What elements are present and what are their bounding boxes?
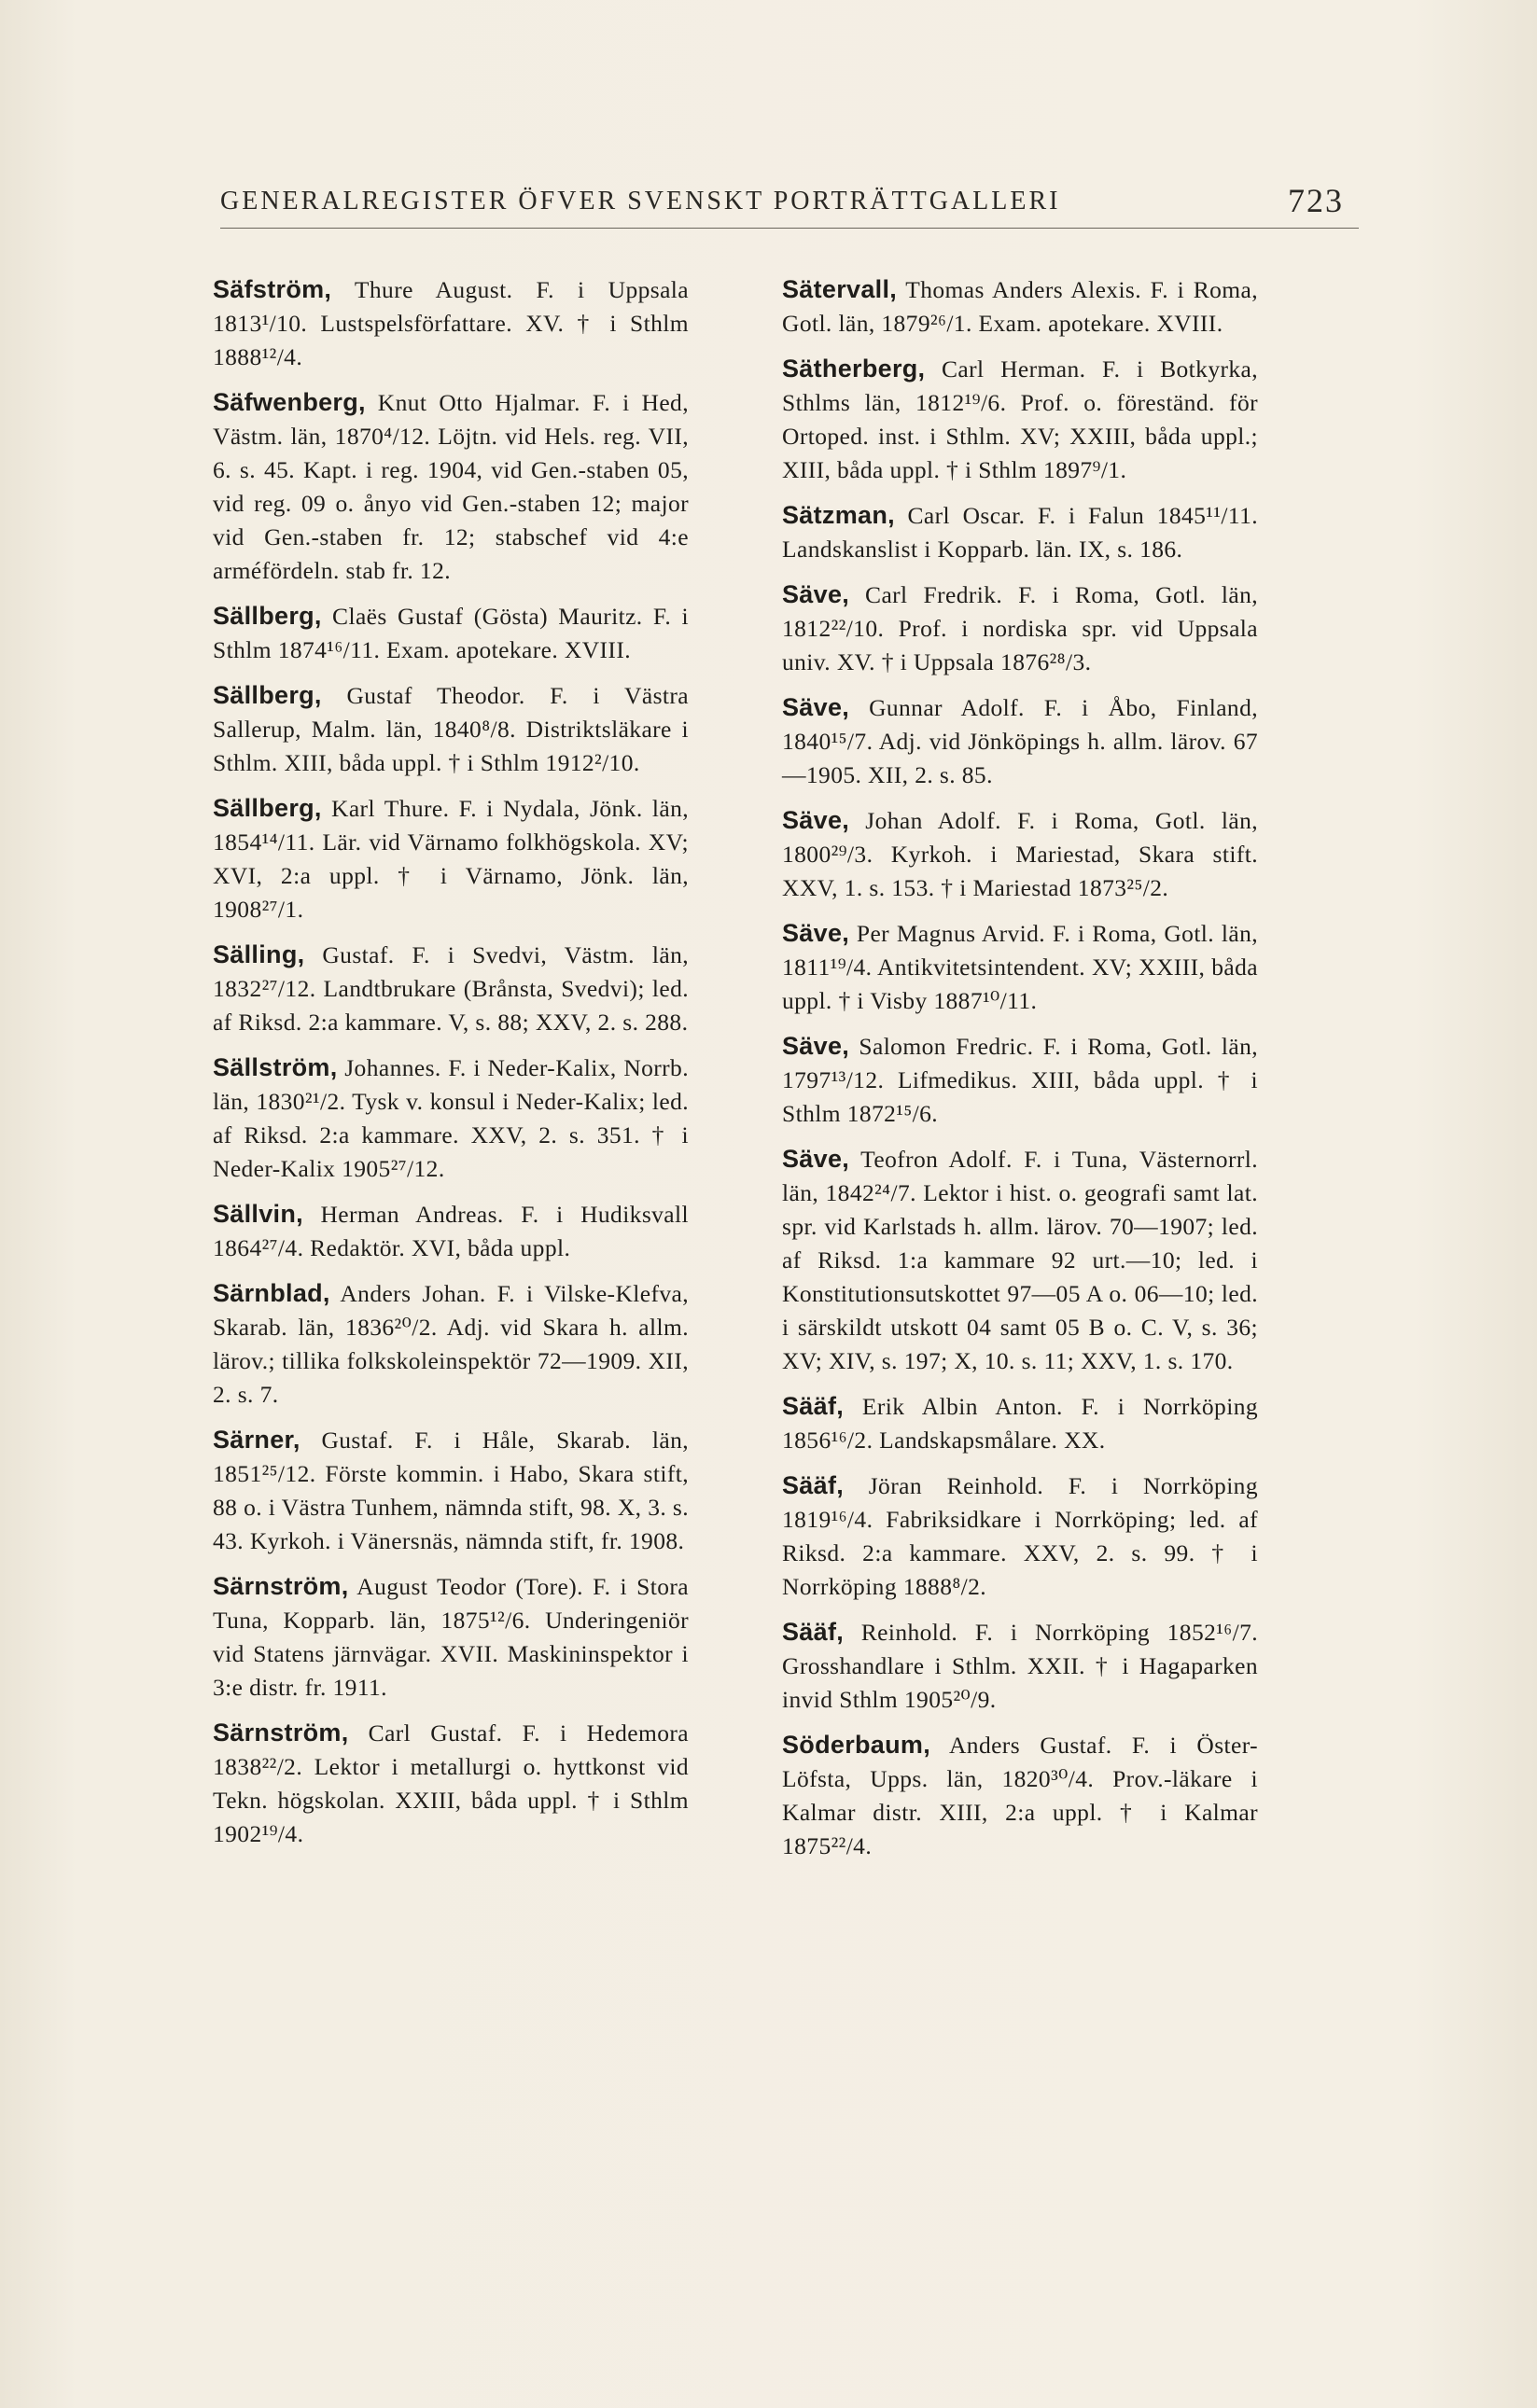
entry-surname: Sätzman, bbox=[782, 501, 895, 529]
entry-details: Herman Andreas. F. i Hudiksvall 1864²⁷/4. Redaktör. XVI, båda uppl. bbox=[213, 1201, 689, 1261]
entry-surname: Sääf, bbox=[782, 1618, 845, 1646]
entry-details: Carl Herman. F. i Botkyrka, Sthlms län, 1812¹⁹/6. Prof. o. föreständ. för Ortoped. inst. i Sthlm. XV; XXIII, båda uppl.; XIII, båda uppl. † i Sthlm 1897⁹/1. bbox=[782, 355, 1258, 483]
entry-surname: Säve, bbox=[782, 1145, 850, 1173]
register-entry bbox=[213, 791, 689, 926]
entry-details: Johan Adolf. F. i Roma, Gotl. län, 1800²⁹/3. Kyrkoh. i Mariestad, Skara stift. XXV, 1. s. 153. † i Mariestad 1873²⁵/2. bbox=[782, 807, 1258, 901]
register-entry bbox=[213, 1051, 689, 1186]
register-entry bbox=[782, 1029, 1258, 1131]
entry-details: Thomas Anders Alexis. F. i Roma, Gotl. län, 1879²⁶/1. Exam. apotekare. XVIII. bbox=[782, 276, 1258, 337]
entry-details: Salomon Fredric. F. i Roma, Gotl. län, 1797¹³/12. Lifmedikus. XIII, båda uppl. † i Sthlm 1872¹⁵/6. bbox=[782, 1033, 1258, 1127]
entry-details: Anders Gustaf. F. i Öster-Löfsta, Upps. län, 1820³⁰/4. Prov.-läkare i Kalmar distr. XIII, 2:a uppl. † i Kalmar 1875²²/4. bbox=[782, 1732, 1258, 1859]
register-entry bbox=[213, 1197, 689, 1265]
entry-details: Reinhold. F. i Norrköping 1852¹⁶/7. Grosshandlare i Sthlm. XXII. † i Hagaparken invid Sthlm 1905²⁰/9. bbox=[782, 1619, 1258, 1713]
register-entry bbox=[213, 272, 689, 374]
entry-details: Jöran Reinhold. F. i Norrköping 1819¹⁶/4. Fabriksidkare i Norrköping; led. af Riksd. 2:a kammare. XXV, 2. s. 99. † i Norrköping 1888⁸/2. bbox=[782, 1472, 1258, 1600]
register-entry bbox=[213, 678, 689, 780]
register-entry bbox=[782, 1142, 1258, 1378]
entry-surname: Sällström, bbox=[213, 1053, 338, 1081]
page-number: 723 bbox=[1288, 182, 1344, 219]
entry-surname: Säve, bbox=[782, 693, 850, 721]
entry-surname: Säfwenberg, bbox=[213, 388, 366, 416]
entry-details: Erik Albin Anton. F. i Norrköping 1856¹⁶/2. Landskapsmålare. XX. bbox=[782, 1393, 1258, 1454]
entry-details: Thure August. F. i Uppsala 1813¹/10. Lustspelsförfattare. XV. † i Sthlm 1888¹²/4. bbox=[213, 276, 689, 370]
page-header bbox=[220, 183, 1359, 229]
entry-surname: Sällberg, bbox=[213, 602, 322, 630]
register-entry bbox=[782, 1468, 1258, 1604]
entry-details: Gustaf. F. i Håle, Skarab. län, 1851²⁵/12. Förste kommin. i Habo, Skara stift, 88 o. i Västra Tunhem, nämnda stift, 98. X, 3. s. 43. Kyrkoh. i Vänersnäs, nämnda stift, fr. 1908. bbox=[213, 1427, 690, 1554]
entry-details: Karl Thure. F. i Nydala, Jönk. län, 1854¹⁴/11. Lär. vid Värnamo folkhögskola. XV; XVI, 2:a uppl. † i Värnamo, Jönk. län, 1908²⁷/1. bbox=[213, 795, 689, 923]
entry-surname: Sällvin, bbox=[213, 1200, 303, 1228]
entry-surname: Särnström, bbox=[213, 1719, 349, 1747]
entry-details: Knut Otto Hjalmar. F. i Hed, Västm. län, 1870⁴/12. Löjtn. vid Hels. reg. VII, 6. s. 45. Kapt. i reg. 1904, vid Gen.-staben 05, vid reg. 09 o. ånyo vid Gen.-staben 12; major vid Gen.-staben fr. 12; stabschef vid 4:e arméfördeln. stab fr. 12. bbox=[213, 389, 689, 584]
entry-surname: Sällberg, bbox=[213, 681, 322, 709]
entry-details: Johannes. F. i Neder-Kalix, Norrb. län, 1830²¹/2. Tysk v. konsul i Neder-Kalix; led. af Riksd. 2:a kammare. XXV, 2. s. 351. † i Neder-Kalix 1905²⁷/12. bbox=[213, 1054, 689, 1182]
entry-surname: Säfström, bbox=[213, 275, 332, 303]
entry-surname: Sälling, bbox=[213, 940, 305, 968]
entry-details: August Teodor (Tore). F. i Stora Tuna, Kopparb. län, 1875¹²/6. Underingeniör vid Statens järnvägar. XVII. Maskininspektor i 3:e distr. fr. 1911. bbox=[213, 1573, 689, 1701]
entry-surname: Sääf, bbox=[782, 1471, 845, 1499]
register-entry bbox=[782, 352, 1258, 487]
entry-surname: Säve, bbox=[782, 1032, 850, 1060]
register-entry bbox=[213, 938, 689, 1039]
entry-details: Carl Gustaf. F. i Hedemora 1838²²/2. Lektor i metallurgi o. hyttkonst vid Tekn. högskolan. XXIII, båda uppl. † i Sthlm 1902¹⁹/4. bbox=[213, 1719, 689, 1847]
register-entry bbox=[213, 1569, 689, 1705]
entry-details: Gustaf Theodor. F. i Västra Sallerup, Malm. län, 1840⁸/8. Distriktsläkare i Sthlm. XIII, båda uppl. † i Sthlm 1912²/10. bbox=[213, 682, 689, 776]
register-entry bbox=[782, 272, 1258, 341]
entry-surname: Säve, bbox=[782, 806, 850, 834]
register-entry bbox=[213, 1423, 689, 1558]
entry-surname: Säve, bbox=[782, 580, 850, 608]
register-entry bbox=[782, 578, 1258, 679]
entry-details: Gustaf. F. i Svedvi, Västm. län, 1832²⁷/12. Landtbrukare (Brånsta, Svedvi); led. af Riksd. 2:a kammare. V, s. 88; XXV, 2. s. 288. bbox=[213, 941, 689, 1036]
register-entry bbox=[213, 385, 689, 588]
entry-surname: Sällberg, bbox=[213, 794, 322, 822]
entry-surname: Sätervall, bbox=[782, 275, 898, 303]
register-entry bbox=[782, 916, 1258, 1018]
entry-details: Claës Gustaf (Gösta) Mauritz. F. i Sthlm 1874¹⁶/11. Exam. apotekare. XVIII. bbox=[213, 603, 689, 663]
entry-surname: Särner, bbox=[213, 1426, 300, 1454]
entry-surname: Sätherberg, bbox=[782, 355, 926, 383]
entry-surname: Särnström, bbox=[213, 1572, 349, 1600]
entry-details: Teofron Adolf. F. i Tuna, Västernorrl. län, 1842²⁴/7. Lektor i hist. o. geografi samt lat. spr. vid Karlstads h. allm. lärov. 70—1907; led. af Riksd. 1:a kammare 92 urt.—10; led. i Konstitutionsutskottet 97—05 A o. 06—10; led. i särskildt utskott 04 samt 05 B o. C. V, s. 36; XV; XIV, s. 197; X, 10. s. 11; XXV, 1. s. 170. bbox=[782, 1146, 1258, 1374]
register-entry bbox=[213, 599, 689, 667]
entry-details: Carl Oscar. F. i Falun 1845¹¹/11. Landskanslist i Kopparb. län. IX, s. 186. bbox=[782, 502, 1258, 563]
running-title: GENERALREGISTER ÖFVER SVENSKT PORTRÄTTGALLERI bbox=[220, 187, 1061, 216]
left-column bbox=[213, 272, 689, 1862]
register-entry bbox=[782, 1615, 1258, 1717]
register-entry bbox=[782, 690, 1258, 792]
entry-details: Anders Johan. F. i Vilske-Klefva, Skarab. län, 1836²⁰/2. Adj. vid Skara h. allm. lärov.; tillika folkskoleinspektör 72—1909. XII, 2. s. 7. bbox=[213, 1280, 689, 1408]
register-entry bbox=[782, 1389, 1258, 1457]
entry-details: Per Magnus Arvid. F. i Roma, Gotl. län, 1811¹⁹/4. Antikvitetsintendent. XV; XXIII, båda uppl. † i Visby 1887¹⁰/11. bbox=[782, 920, 1258, 1014]
entry-surname: Sääf, bbox=[782, 1392, 845, 1420]
register-entry bbox=[213, 1276, 689, 1412]
entry-surname: Söderbaum, bbox=[782, 1731, 931, 1759]
entry-details: Carl Fredrik. F. i Roma, Gotl. län, 1812²²/10. Prof. i nordiska spr. vid Uppsala univ. XV. † i Uppsala 1876²⁸/3. bbox=[782, 581, 1258, 675]
entry-surname: Säve, bbox=[782, 919, 850, 947]
register-entry bbox=[782, 498, 1258, 566]
entry-surname: Särnblad, bbox=[213, 1279, 330, 1307]
register-entry bbox=[782, 803, 1258, 905]
register-entry bbox=[782, 1728, 1258, 1863]
right-column bbox=[782, 272, 1258, 1874]
entry-details: Gunnar Adolf. F. i Åbo, Finland, 1840¹⁵/7. Adj. vid Jönköpings h. allm. lärov. 67—1905. XII, 2. s. 85. bbox=[782, 694, 1258, 788]
register-entry bbox=[213, 1716, 689, 1851]
